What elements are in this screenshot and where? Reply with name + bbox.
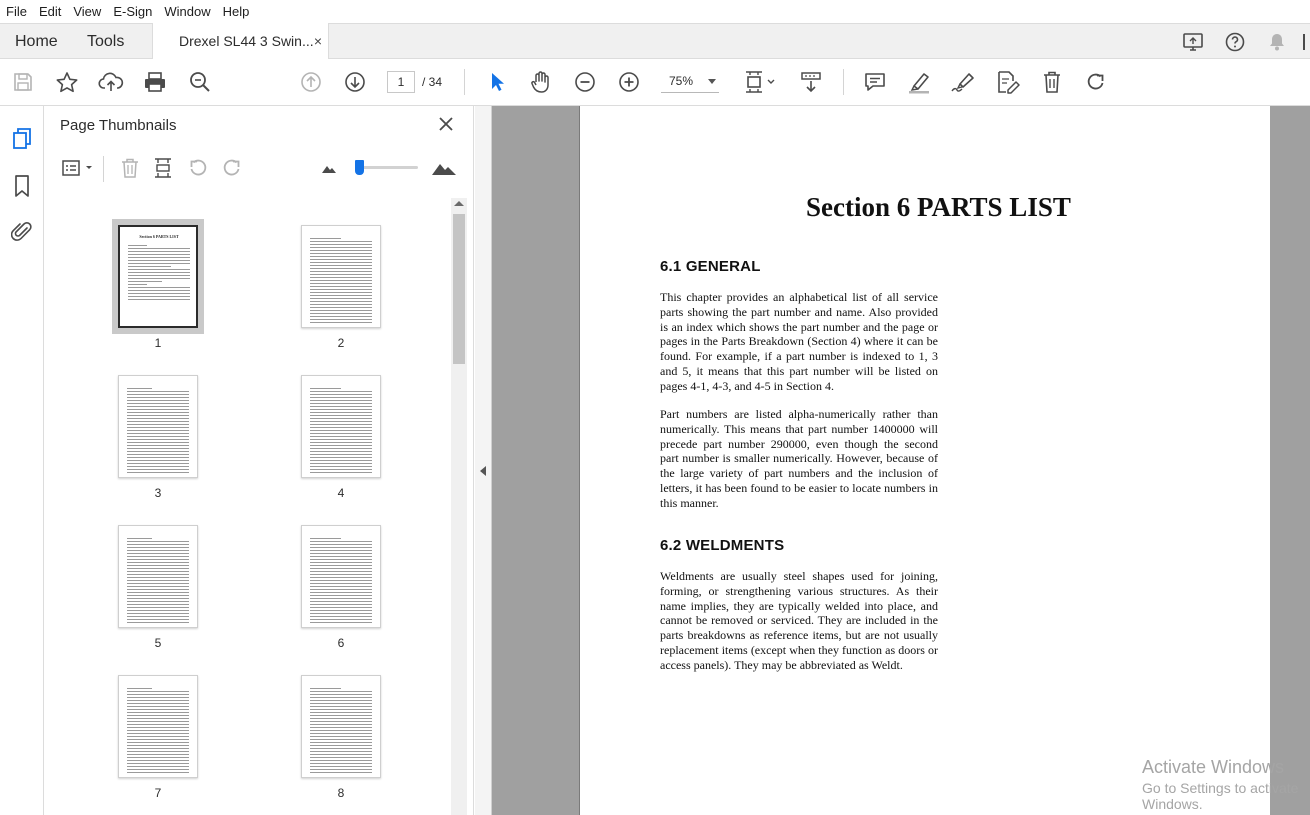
thumbnail-scrollbar[interactable] (451, 198, 467, 815)
thumbnail-image (118, 225, 198, 328)
page-thumbnails-panel (44, 106, 474, 815)
thumbnail-image (301, 525, 381, 628)
watermark-line-2: Go to Settings to activate Windows. (1142, 780, 1299, 812)
thumbnail-image (301, 375, 381, 478)
panel-title: Page Thumbnails (60, 117, 177, 134)
panel-toolbar-divider (103, 156, 104, 182)
comment-icon[interactable] (860, 67, 890, 97)
tabbar-actions (1172, 24, 1310, 59)
zoom-level-dropdown[interactable] (661, 71, 719, 93)
tab-home[interactable]: Home (15, 33, 58, 50)
next-page-icon[interactable] (340, 67, 370, 97)
thumbnail-text-lines (128, 245, 190, 302)
thumbnail-page-number: 1 (154, 336, 162, 350)
panel-close-button[interactable] (436, 114, 456, 134)
menu-edit[interactable]: Edit (38, 4, 62, 19)
collapse-panel-handle[interactable] (475, 106, 492, 815)
fit-page-icon[interactable] (740, 67, 780, 97)
thumbnail-page-number: 4 (337, 486, 345, 500)
thumbnail-text-lines (310, 238, 372, 325)
thumbnail-heading: Section 6 PARTS LIST (139, 234, 179, 239)
zoom-out-icon[interactable] (570, 67, 600, 97)
thumbnail-page-number: 8 (337, 786, 345, 800)
overflow-edge-icon (1298, 24, 1310, 59)
thumbnail-size-slider[interactable] (360, 166, 418, 169)
menu-file[interactable]: File (6, 4, 27, 19)
print-icon[interactable] (140, 67, 170, 97)
zoom-in-icon[interactable] (614, 67, 644, 97)
collapse-left-arrow-icon (480, 466, 486, 476)
delete-trash-icon[interactable] (1037, 67, 1067, 97)
page-total-label: / 34 (422, 75, 443, 89)
share-screen-icon[interactable] (1172, 24, 1214, 59)
star-bookmark-icon[interactable] (52, 67, 82, 97)
highlight-pen-icon[interactable] (904, 67, 934, 97)
thumbnail-image (301, 225, 381, 328)
previous-page-icon[interactable] (296, 67, 326, 97)
thumbnail-grid (57, 198, 451, 815)
panel-toolbar (44, 152, 474, 186)
tab-tools[interactable]: Tools (87, 33, 125, 50)
thumbnail-text-lines (310, 688, 372, 775)
hand-pan-icon[interactable] (526, 67, 556, 97)
paragraph-general-2: Part numbers are listed alpha-numerically rather than numerically. This means that part number 1400000 will precede part number 290000, even though the second part number is smaller numerically. However, because of the large variety of part numbers and the inclusion of letters, it has been found to be easier to locate numbers in this manner. (660, 407, 938, 510)
navigation-rail (0, 106, 44, 815)
rotate-clockwise-icon[interactable] (218, 154, 246, 182)
upload-cloud-icon[interactable] (96, 67, 126, 97)
zoom-level-value: 75% (669, 74, 694, 88)
scroll-mode-icon[interactable] (796, 67, 826, 97)
scroll-up-arrow-icon[interactable] (454, 201, 464, 206)
thumbnail-page-number: 7 (154, 786, 162, 800)
document-title: Section 6 PARTS LIST (806, 192, 1071, 222)
thumbnail-text-lines (127, 388, 189, 475)
watermark-line-1: Activate Windows (1142, 757, 1285, 777)
thumbnail-page-4[interactable] (301, 375, 381, 500)
thumbnail-image (301, 675, 381, 778)
thumbnail-page-3[interactable] (118, 375, 198, 500)
rotate-redo-icon[interactable] (1081, 67, 1111, 97)
thumbnail-page-number: 3 (154, 486, 162, 500)
main-toolbar (0, 59, 1310, 106)
tab-bar (0, 23, 1310, 59)
thumbnail-page-5[interactable] (118, 525, 198, 650)
large-thumbnails-mountain-icon[interactable] (430, 154, 458, 182)
section-heading-general: 6.1 GENERAL (660, 258, 761, 275)
tab-document[interactable] (152, 23, 329, 60)
menu-bar (0, 0, 1310, 23)
close-icon (439, 117, 453, 131)
rotate-counterclockwise-icon[interactable] (184, 154, 212, 182)
paragraph-weldments: Weldments are usually steel shapes used for joining, forming, or strengthening various structures. As their name implies, they are typically welded into place, and cannot be removed or serviced. They are included in the parts breakdowns as reference items, but are not usually replacement items (except when they function as doors or access panels). They may be abbreviated as Weldt. (660, 569, 938, 672)
thumbnail-page-8[interactable] (301, 675, 381, 800)
scrollbar-thumb[interactable] (453, 214, 465, 364)
help-icon[interactable] (1214, 24, 1256, 59)
menu-help[interactable]: Help (222, 4, 250, 19)
menu-view[interactable]: View (73, 4, 102, 19)
bookmark-icon[interactable] (7, 171, 37, 201)
tab-close-button[interactable]: × (313, 33, 322, 49)
thumbnail-page-number: 5 (154, 636, 162, 650)
thumbnail-options-icon[interactable] (58, 154, 98, 182)
thumbnail-image (118, 375, 198, 478)
thumbnail-image (118, 675, 198, 778)
menu-window[interactable]: Window (164, 4, 211, 19)
thumbnail-page-number: 2 (337, 336, 345, 350)
activate-windows-watermark (1142, 757, 1310, 812)
thumbnail-page-2[interactable] (301, 225, 381, 350)
menu-esign[interactable]: E-Sign (113, 4, 153, 19)
sign-pen-icon[interactable] (948, 67, 978, 97)
thumbnail-page-7[interactable] (118, 675, 198, 800)
thumbnail-text-lines (127, 688, 189, 775)
small-thumbnails-mountain-icon[interactable] (315, 154, 343, 182)
thumbnail-text-lines (310, 388, 372, 475)
insert-page-icon[interactable] (149, 154, 177, 182)
attachment-paperclip-icon[interactable] (7, 216, 37, 246)
chevron-down-icon (708, 79, 716, 84)
page-number-input[interactable]: 1 (387, 71, 415, 93)
toolbar-divider (843, 69, 844, 95)
thumbnail-size-slider-handle[interactable] (355, 160, 364, 175)
edit-document-icon[interactable] (992, 67, 1022, 97)
page-thumbnails-icon[interactable] (7, 124, 37, 154)
select-cursor-icon[interactable] (482, 67, 512, 97)
thumbnail-page-number: 6 (337, 636, 345, 650)
document-page (579, 106, 1270, 815)
thumbnail-text-lines (310, 538, 372, 625)
thumbnail-image (118, 525, 198, 628)
thumbnail-page-1[interactable] (118, 225, 198, 350)
notifications-bell-icon[interactable] (1256, 24, 1298, 59)
section-heading-weldments: 6.2 WELDMENTS (660, 537, 785, 554)
document-view (475, 106, 1310, 815)
thumbnail-text-lines (127, 538, 189, 625)
delete-page-icon[interactable] (116, 154, 144, 182)
search-zoom-icon[interactable] (185, 67, 215, 97)
tab-document-title: Drexel SL44 3 Swin... (179, 33, 314, 49)
save-icon[interactable] (8, 67, 38, 97)
thumbnail-page-6[interactable] (301, 525, 381, 650)
toolbar-divider (464, 69, 465, 95)
paragraph-general-1: This chapter provides an alphabetical list of all service parts showing the part number and name. Also provided is an index which shows the part number and the page or pages in the Parts Breakdown (Section 4) where it can be found. For example, if a part number is indexed to 1, 3 and 5, it means that this part number will be listed on pages 4-1, 4-3, and 4-5 in Section 4. (660, 290, 938, 393)
